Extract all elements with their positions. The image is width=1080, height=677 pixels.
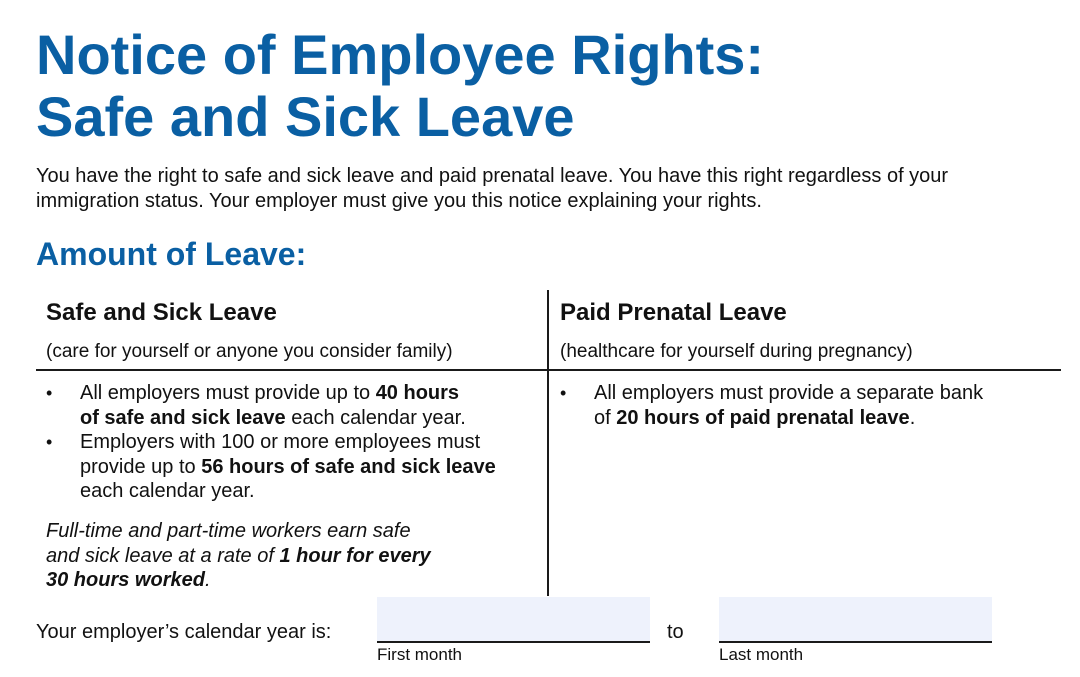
list-item: • Employers with 100 or more employees must provide up to 56 hours of safe and sick leave each calendar year. <box>46 431 496 502</box>
bullet-icon: • <box>46 432 53 452</box>
first-month-caption: First month <box>377 645 463 664</box>
page-title <box>36 24 764 148</box>
intro-line-2: immigration status. Your employer must give you this notice explaining your rights. <box>36 190 762 212</box>
calendar-year-label: Your employer’s calendar year is: <box>36 621 332 643</box>
list-item: • All employers must provide a separate bank of 20 hours of paid prenatal leave. <box>560 382 984 429</box>
header-divider <box>36 369 1061 371</box>
accrual-rate-note: Full-time and part-time workers earn safe and sick leave at a rate of 1 hour for every 30 hours worked. <box>46 520 431 591</box>
paid-prenatal-leave-title: Paid Prenatal Leave <box>560 299 787 326</box>
safe-sick-leave-subtitle: (care for yourself or anyone you consider family) <box>46 341 453 362</box>
page-title-line-1: Notice of Employee Rights: <box>36 23 765 86</box>
to-label: to <box>667 621 684 643</box>
page-title-line-2: Safe and Sick Leave <box>36 85 575 148</box>
first-month-field[interactable] <box>377 597 650 643</box>
bullet-icon: • <box>560 383 567 403</box>
last-month-caption: Last month <box>719 645 804 664</box>
list-item: • All employers must provide up to 40 hours of safe and sick leave each calendar year. <box>46 382 466 429</box>
bullet-icon: • <box>46 383 53 403</box>
column-divider <box>547 290 549 596</box>
intro-paragraph <box>36 164 1046 214</box>
last-month-field[interactable] <box>719 597 992 643</box>
amount-of-leave-heading: Amount of Leave: <box>36 236 307 272</box>
paid-prenatal-leave-subtitle: (healthcare for yourself during pregnancy) <box>560 341 913 362</box>
safe-sick-leave-title: Safe and Sick Leave <box>46 299 277 326</box>
intro-line-1: You have the right to safe and sick leave and paid prenatal leave. You have this right regardless of your <box>36 165 949 187</box>
